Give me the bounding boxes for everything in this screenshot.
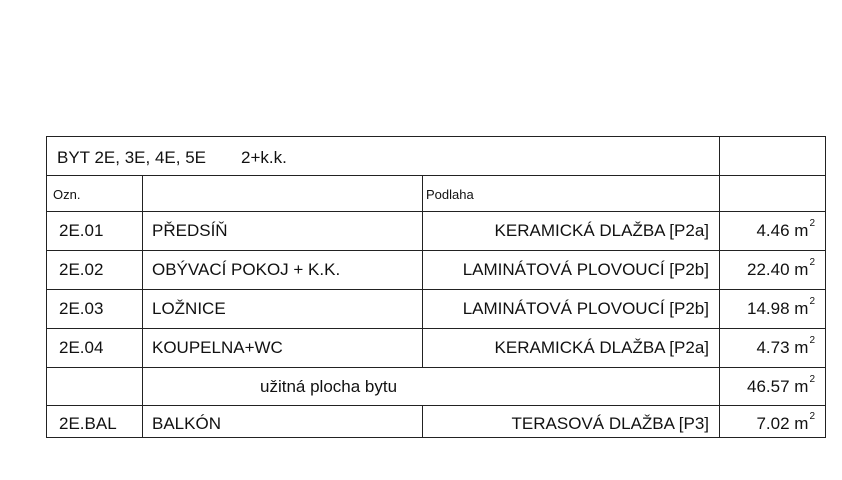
room-code: 2E.02 <box>59 260 104 279</box>
total-area: 46.57 $m^2$ <box>747 374 815 396</box>
room-area: 7.02 $m^2$ <box>756 411 815 433</box>
room-floor: LAMINÁTOVÁ PLOVOUCÍ [P2b] <box>462 260 709 279</box>
room-name: BALKÓN <box>152 414 221 433</box>
table-row <box>47 250 825 289</box>
room-area: 4.46 $m^2$ <box>756 218 815 240</box>
room-name: KOUPELNA+WC <box>152 338 283 357</box>
room-code: 2E.04 <box>59 338 104 357</box>
table-row <box>47 328 825 367</box>
room-name: OBÝVACÍ POKOJ + K.K. <box>152 260 341 279</box>
room-name: LOŽNICE <box>152 299 226 318</box>
room-code: 2E.01 <box>59 221 104 240</box>
table-row <box>47 289 825 328</box>
room-area: 4.73 $m^2$ <box>756 335 815 357</box>
room-name: PŘEDSÍŇ <box>152 221 228 240</box>
header-code: Ozn. <box>53 187 81 202</box>
apartment-title: BYT 2E, 3E, 4E, 5E <box>57 148 206 167</box>
apartment-type: 2+k.k. <box>241 148 287 167</box>
room-schedule-table <box>46 136 826 438</box>
room-floor: LAMINÁTOVÁ PLOVOUCÍ [P2b] <box>462 299 709 318</box>
room-area: 22.40 $m^2$ <box>747 257 815 279</box>
total-label: užitná plocha bytu <box>260 377 398 396</box>
room-code: 2E.BAL <box>59 414 117 433</box>
row-divider <box>47 175 825 176</box>
room-floor: KERAMICKÁ DLAŽBA [P2a] <box>494 221 709 240</box>
room-code: 2E.03 <box>59 299 104 318</box>
room-area: 14.98 $m^2$ <box>747 296 815 318</box>
header-floor: Podlaha <box>426 187 474 202</box>
room-floor: TERASOVÁ DLAŽBA [P3] <box>511 414 709 433</box>
room-floor: KERAMICKÁ DLAŽBA [P2a] <box>494 338 709 357</box>
table-row <box>47 405 825 439</box>
total-row <box>47 367 825 405</box>
table-row <box>47 211 825 250</box>
